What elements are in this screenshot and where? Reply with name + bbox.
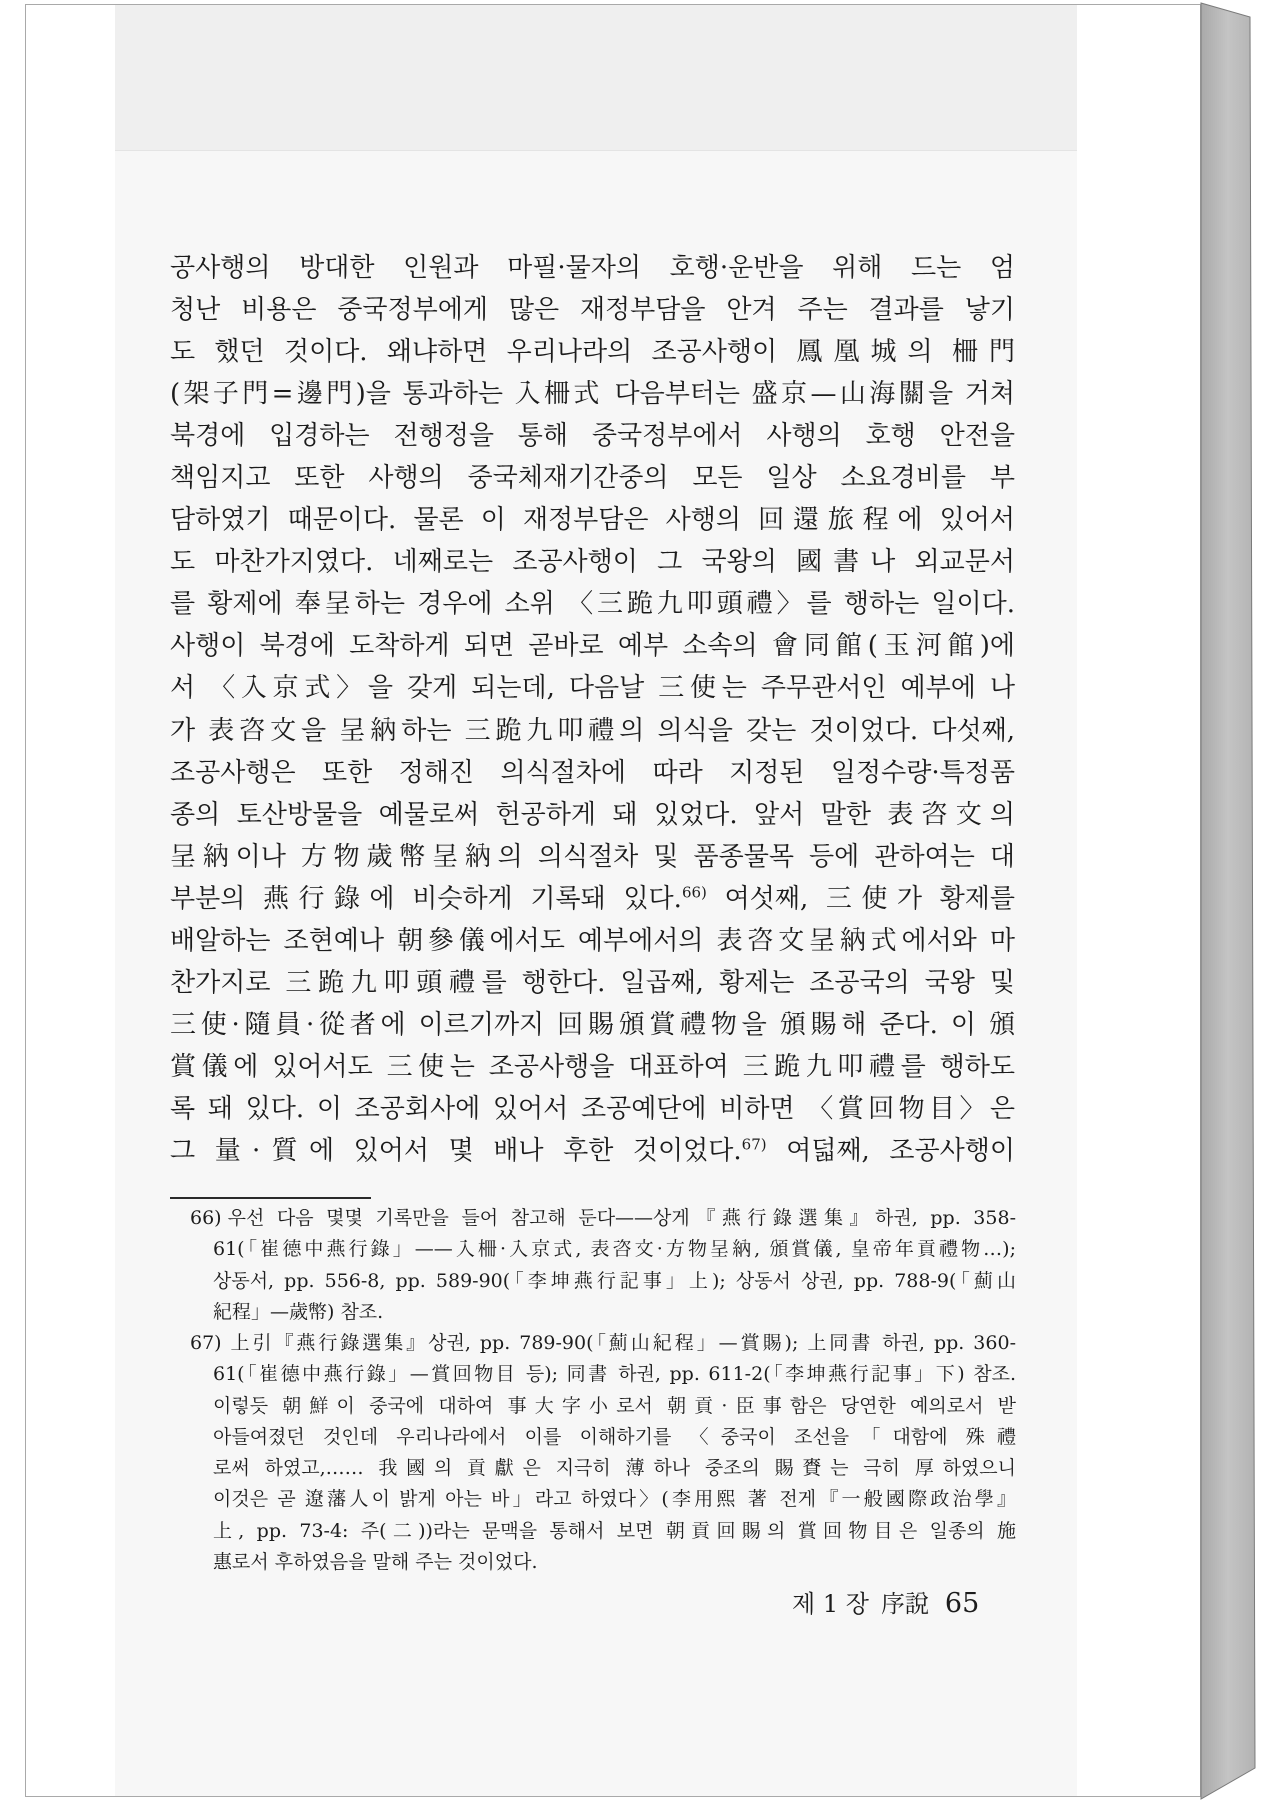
footnote-number: 66): [190, 1207, 222, 1229]
body-line: 배알하는 조현예나 朝參儀에서도 예부에서의 表咨文呈納式에서와 마: [170, 925, 1015, 956]
body-line-text: 여섯째, 三使가 황제를: [706, 883, 1015, 914]
body-line: 도 했던 것이다. 왜냐하면 우리나라의 조공사행이 鳳凰城의 柵門: [170, 337, 1015, 368]
footnote-line: 61(「崔德中燕行錄」—賞回物目 등); 同書 하권, pp. 611-2(「李坤燕行記事」下) 참조.: [213, 1363, 1016, 1386]
footnote-line: 紀程」—歲幣) 참조.: [213, 1300, 384, 1323]
body-line: 賞儀에 있어서도 三使는 조공사행을 대표하여 三跪九叩禮를 행하도: [170, 1051, 1015, 1082]
body-line: 도 마찬가지였다. 네째로는 조공사행이 그 국왕의 國書나 외교문서: [170, 547, 1015, 578]
body-line-text: 여덟째, 조공사행이: [766, 1135, 1015, 1166]
body-line: 청난 비용은 중국정부에게 많은 재정부담을 안겨 주는 결과를 낳기: [170, 295, 1015, 326]
body-line: 조공사행은 또한 정해진 의식절차에 따라 지정된 일정수량·특정품: [170, 757, 1015, 788]
body-line: (架子門=邊門)을 통과하는 入柵式 다음부터는 盛京—山海關을 거쳐: [170, 379, 1015, 410]
body-line: 呈納이나 方物歲幣呈納의 의식절차 및 품종물목 등에 관하여는 대: [170, 841, 1015, 872]
chapter-label: 제 1 장: [792, 1590, 869, 1618]
body-line: 북경에 입경하는 전행정을 통해 중국정부에서 사행의 호행 안전을: [170, 421, 1015, 452]
footnote-line: 아들여졌던 것인데 우리나라에서 이를 이해하기를 〈중국이 조선을「대함에 殊禮: [213, 1425, 1016, 1448]
footnote-line: 61(「崔德中燕行錄」——入柵·入京式, 表咨文·方物呈納, 頒賞儀, 皇帝年貢禮物…);: [213, 1238, 1016, 1261]
body-line: 담하였기 때문이다. 물론 이 재정부담은 사행의 回還旅程에 있어서: [170, 505, 1015, 536]
body-line: 三使·隨員·從者에 이르기까지 回賜頒賞禮物을 頒賜해 준다. 이 頒: [170, 1009, 1015, 1040]
body-line: 사행이 북경에 도착하게 되면 곧바로 예부 소속의 會同館(玉河館)에: [170, 631, 1015, 662]
footnote-ref-67: 67): [741, 1135, 767, 1154]
book-edge-shading: [1200, 0, 1268, 1806]
body-line-text: 그 量·質에 있어서 몇 배나 후한 것이었다.: [170, 1135, 742, 1166]
footnote-rule: [170, 1197, 371, 1199]
body-line: 종의 토산방물을 예물로써 헌공하게 돼 있었다. 앞서 말한 表咨文의: [170, 799, 1015, 830]
footnote-line: 惠로서 후하였음을 말해 주는 것이었다.: [213, 1551, 538, 1574]
footnote-line: [190, 1203, 1016, 1234]
footnote-line: [190, 1328, 1016, 1359]
page-footer: [792, 1584, 979, 1618]
body-line: 공사행의 방대한 인원과 마필·물자의 호행·운반을 위해 드는 엄: [170, 253, 1015, 283]
page-number: 65: [944, 1588, 980, 1619]
footnote-67: [190, 1328, 1016, 1578]
body-text: [170, 247, 1015, 1172]
chapter-title: 序說: [880, 1590, 929, 1618]
footnote-line: 로써 하였고,…… 我國의 貢獻은 지극히 薄하나 중조의 賜賚는 극히 厚하였으니: [213, 1457, 1016, 1480]
body-line: 록 돼 있다. 이 조공회사에 있어서 조공예단에 비하면 〈賞回物目〉은: [170, 1093, 1015, 1124]
scan-top-margin: [115, 5, 1077, 151]
body-line: [170, 878, 1015, 920]
body-line: 가 表咨文을 呈納하는 三跪九叩禮의 의식을 갖는 것이었다. 다섯째,: [170, 715, 1015, 746]
footnote-ref-66: 66): [681, 883, 707, 902]
body-line: 책임지고 또한 사행의 중국체재기간중의 모든 일상 소요경비를 부: [170, 463, 1015, 494]
body-line: 서 〈入京式〉을 갖게 되는데, 다음날 三使는 주무관서인 예부에 나: [170, 673, 1015, 704]
footnote-line: 상동서, pp. 556-8, pp. 589-90(「李坤燕行記事」上); 상동서 상권, pp. 788-9(「薊山: [213, 1269, 1016, 1292]
footnote-text: 上引『燕行錄選集』상권, pp. 789-90(「薊山紀程」—賞賜); 上同書 하권, pp. 360-: [227, 1332, 1016, 1354]
footnote-line: 上, pp. 73-4: 주(二))라는 문맥을 통해서 보면 朝貢回賜의 賞回物目은 일종의 施: [213, 1519, 1016, 1542]
footnote-66: [190, 1203, 1016, 1328]
body-line: 를 황제에 奉呈하는 경우에 소위 〈三跪九叩頭禮〉를 행하는 일이다.: [170, 589, 1015, 620]
footnote-text: 우선 다음 몇몇 기록만을 들어 참고해 둔다——상게『燕行錄選集』하권, pp. 358-: [227, 1207, 1016, 1229]
footnote-line: 이렇듯 朝鮮이 중국에 대하여 事大字小로서 朝貢·臣事함은 당연한 예의로서 받: [213, 1394, 1016, 1417]
body-line-text: 부분의 燕行錄에 비슷하게 기록돼 있다.: [170, 883, 682, 914]
footnote-number: 67): [190, 1332, 222, 1354]
body-line: [170, 1130, 1015, 1172]
footnote-line: 이것은 곧 遼藩人이 밝게 아는 바」라고 하였다〉(李用熙 著 전게『一般國際政治學』: [213, 1488, 1016, 1511]
body-line: 찬가지로 三跪九叩頭禮를 행한다. 일곱째, 황제는 조공국의 국왕 및: [170, 967, 1015, 998]
